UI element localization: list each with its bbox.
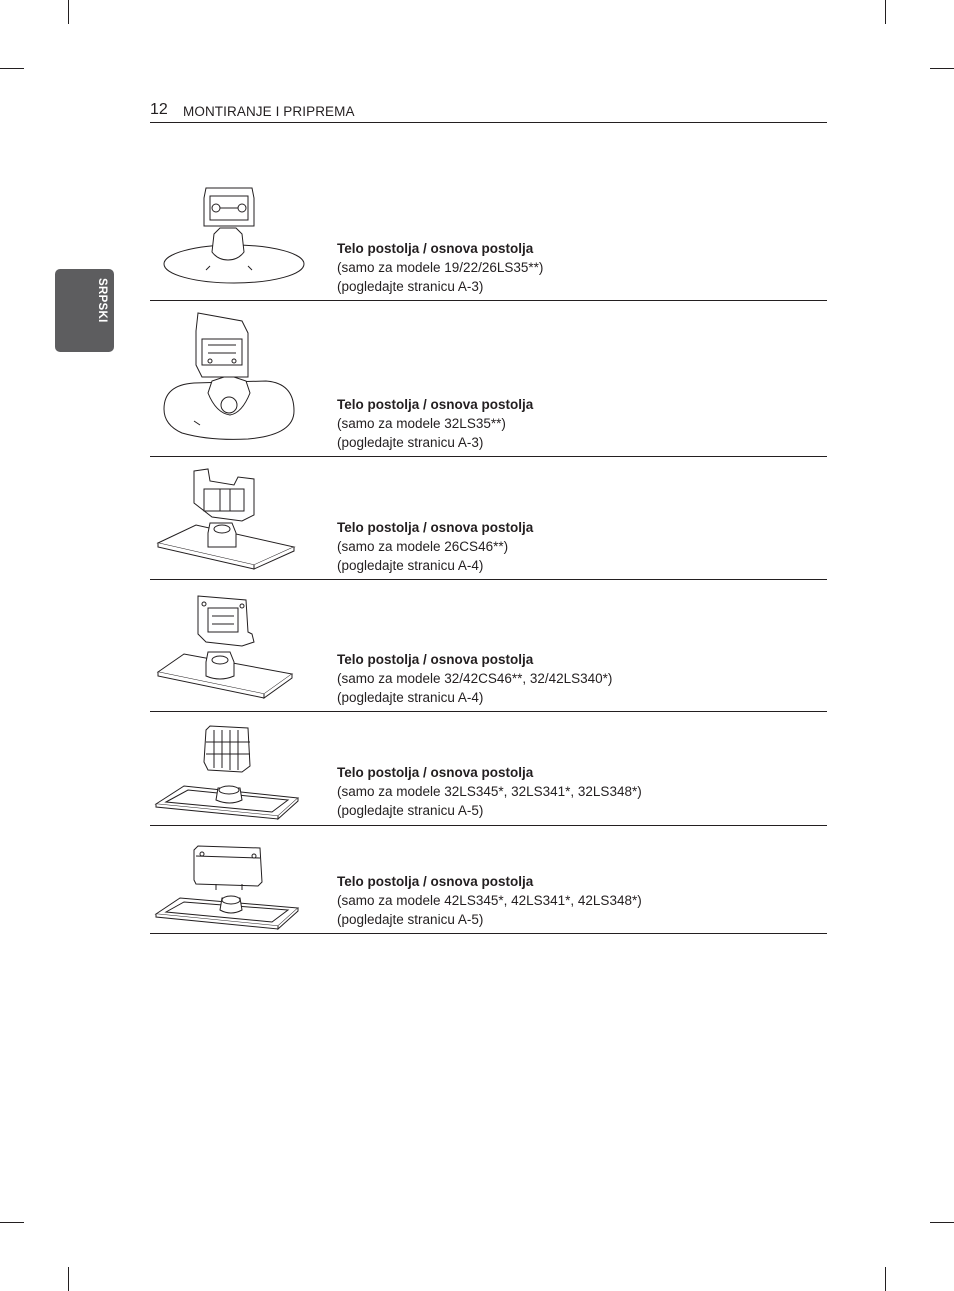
item-page-ref: (pogledajte stranicu A-5) [337,803,484,818]
stand-illustration [150,712,310,825]
item-title: Telo postolja / osnova postolja [337,397,534,412]
stand-description [337,518,533,575]
crop-mark [885,0,886,24]
item-page-ref: (pogledajte stranicu A-5) [337,912,484,927]
stand-item [150,712,827,826]
section-title: MONTIRANJE I PRIPREMA [183,104,355,119]
crop-mark [68,1267,69,1291]
stand-description [337,872,642,929]
language-tab-label: SRPSKI [96,278,108,323]
item-title: Telo postolja / osnova postolja [337,874,534,889]
stand-illustration [150,457,310,579]
crop-mark [885,1267,886,1291]
stand-item [150,178,827,301]
stand-illustration [150,580,310,711]
item-page-ref: (pogledajte stranicu A-3) [337,435,484,450]
crop-mark [0,1222,24,1223]
stand-illustration [150,301,310,456]
stand-illustration [150,826,310,933]
item-page-ref: (pogledajte stranicu A-4) [337,690,484,705]
stand-description [337,650,612,707]
crop-mark [930,68,954,69]
stand-item [150,301,827,457]
item-models: (samo za modele 26CS46**) [337,539,509,554]
item-title: Telo postolja / osnova postolja [337,241,534,256]
item-models: (samo za modele 32LS345*, 32LS341*, 32LS348*) [337,784,642,799]
item-models: (samo za modele 42LS345*, 42LS341*, 42LS348*) [337,893,642,908]
item-models: (samo za modele 32/42CS46**, 32/42LS340*) [337,671,613,686]
page-number: 12 [150,101,168,118]
item-title: Telo postolja / osnova postolja [337,520,534,535]
crop-mark [930,1222,954,1223]
stand-illustration [150,178,310,300]
stand-description [337,239,543,296]
item-title: Telo postolja / osnova postolja [337,765,534,780]
stand-item [150,826,827,934]
item-title: Telo postolja / osnova postolja [337,652,534,667]
item-models: (samo za modele 32LS35**) [337,416,506,431]
item-models: (samo za modele 19/22/26LS35**) [337,260,544,275]
stand-description [337,395,533,452]
stand-description [337,763,642,820]
page-header [150,100,827,123]
crop-mark [0,68,24,69]
item-page-ref: (pogledajte stranicu A-4) [337,558,484,573]
stand-item [150,457,827,580]
language-tab [55,269,114,352]
crop-mark [68,0,69,24]
item-page-ref: (pogledajte stranicu A-3) [337,279,484,294]
stand-item [150,580,827,712]
